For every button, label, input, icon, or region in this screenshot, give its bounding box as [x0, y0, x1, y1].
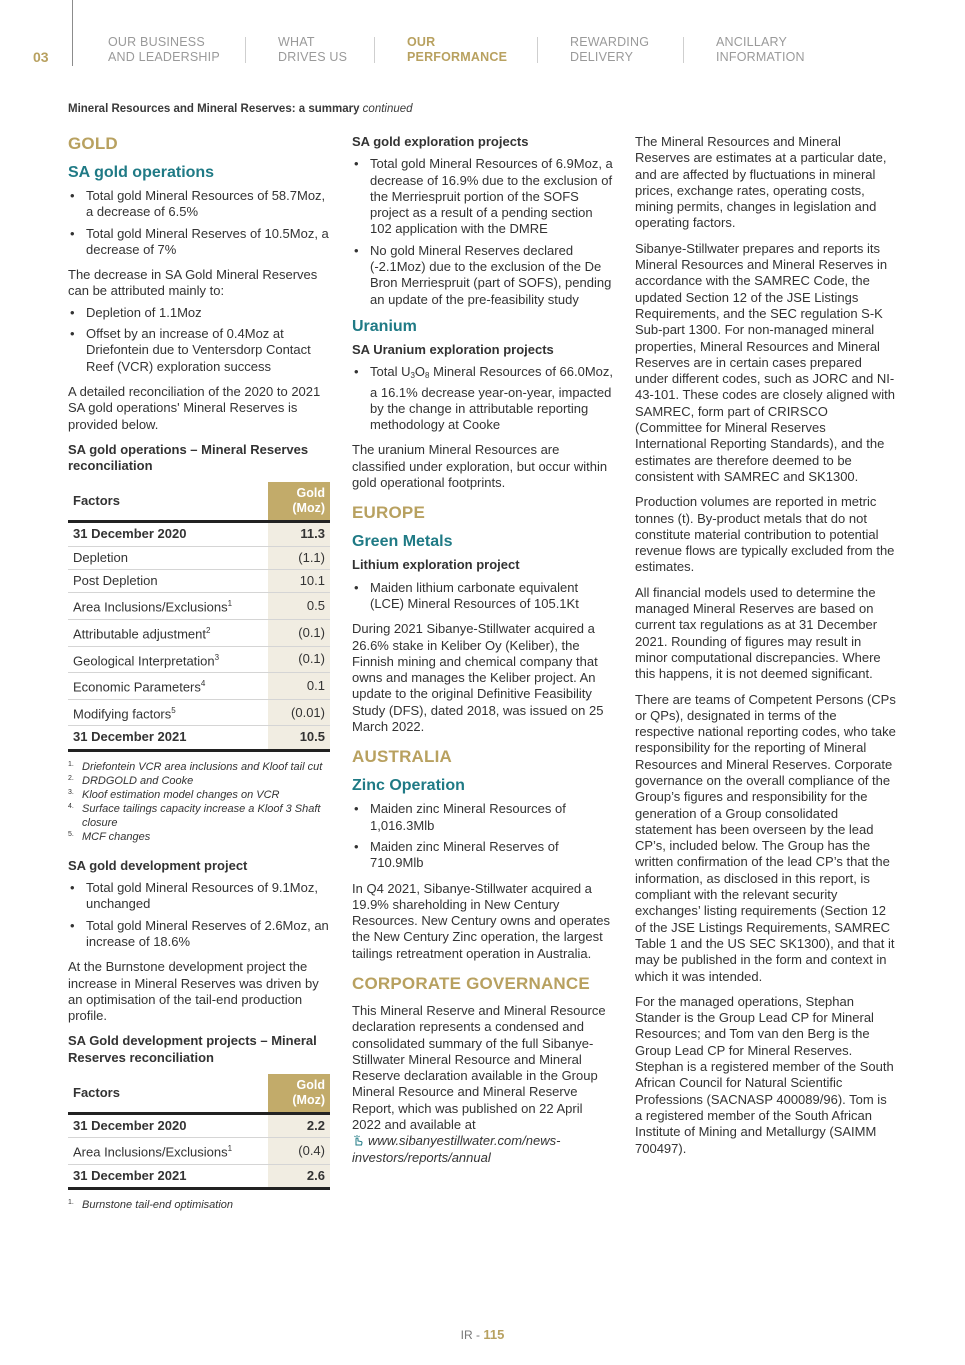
footnote-ref: 3 — [214, 652, 220, 662]
nav-label-line2: DELIVERY — [570, 50, 634, 64]
row-value: (0.1) — [268, 646, 330, 673]
row-label-cell — [68, 593, 268, 620]
section-title — [68, 103, 413, 115]
row-value: (0.01) — [268, 699, 330, 726]
uranium-subheading: SA Uranium exploration projects — [352, 341, 554, 357]
nav-our-performance[interactable] — [407, 35, 507, 65]
row-value: (0.4) — [268, 1138, 330, 1165]
chapter-number: 03 — [33, 49, 49, 65]
list-item: • Total gold Mineral Resources of 58.7Moz, a decrease of 6.5% — [68, 188, 330, 221]
footnote — [68, 830, 330, 844]
row-label: Attributable adjustment — [73, 626, 206, 642]
row-label: 31 December 2021 — [68, 726, 268, 750]
row-label-cell — [68, 699, 268, 726]
table2-title: SA Gold development projects – Mineral Reserves reconciliation — [68, 1033, 317, 1065]
table-row — [68, 593, 330, 620]
uranium-heading: Uranium — [352, 317, 417, 335]
table-row — [68, 522, 330, 546]
row-label: Area Inclusions/Exclusions — [73, 1144, 228, 1160]
list-item: • No gold Mineral Reserves declared (-2.1Moz) due to the exclusion of the De Bron Merriespruit (part of SOFS), pending an update of the pre-feasibility study — [352, 243, 614, 308]
row-label: Depletion — [68, 546, 268, 569]
uranium-paragraph: The uranium Mineral Resources are classified under exploration, but occur within gold operational footprints. — [352, 442, 608, 491]
nav-label-line2: DRIVES US — [278, 50, 348, 64]
nav-label-line2: AND LEADERSHIP — [108, 50, 220, 64]
nav-separator — [374, 37, 375, 63]
uranium-text-pre: Total U — [370, 364, 411, 380]
nav-label-line1: WHAT — [278, 35, 315, 49]
column-3 — [635, 134, 897, 1166]
click-hand-icon — [352, 1134, 364, 1146]
zinc-heading: Zinc Operation — [352, 777, 465, 795]
footnote-number: 4. — [68, 802, 74, 810]
nav-label-line1: OUR — [407, 35, 436, 49]
row-label: Geological Interpretation — [73, 652, 215, 668]
list-item: • Maiden lithium carbonate equivalent (LCE) Mineral Resources of 105.1Kt — [352, 580, 614, 613]
row-value: (1.1) — [268, 546, 330, 569]
row-value: 0.1 — [268, 673, 330, 700]
reconciliation-paragraph: A detailed reconciliation of the 2020 to 2021 SA gold operations' Mineral Reserves is provided below. — [68, 383, 321, 432]
gold-header-line2: (Moz) — [292, 501, 325, 516]
footnote-ref: 1 — [227, 1144, 233, 1154]
nav-label-line2: PERFORMANCE — [407, 50, 508, 64]
footnote-number: 5. — [68, 830, 74, 838]
row-label: Area Inclusions/Exclusions — [73, 599, 228, 615]
dev-bullet-list — [68, 880, 330, 950]
table2-footnotes — [68, 1198, 330, 1212]
page-footer — [0, 1327, 965, 1342]
green-metals-heading: Green Metals — [352, 533, 453, 551]
list-item: • Maiden zinc Mineral Reserves of 710.9Mlb — [352, 839, 614, 872]
column-1 — [68, 134, 330, 1212]
uranium-bullet-list — [352, 364, 614, 433]
sa-gold-operations-heading: SA gold operations — [68, 164, 215, 181]
footnote — [68, 788, 330, 802]
table-row — [68, 619, 330, 646]
row-label: 31 December 2020 — [68, 522, 268, 546]
row-label-cell — [68, 619, 268, 646]
burnstone-paragraph: At the Burnstone development project the increase in Mineral Reserves was driven by an optimisation of the tail-end production profile. — [68, 959, 319, 1024]
column-2 — [352, 134, 614, 1175]
footnote-number: 3. — [68, 788, 74, 796]
footnote-number: 2. — [68, 774, 74, 782]
footnote-number: 1. — [68, 1199, 74, 1207]
row-label: Economic Parameters — [73, 679, 201, 695]
list-item: • Depletion of 1.1Moz — [68, 305, 330, 321]
nav-label-line1: REWARDING — [570, 35, 650, 49]
footer-prefix: IR - — [460, 1328, 484, 1342]
table-row — [68, 699, 330, 726]
footnote-number: 1. — [68, 760, 74, 768]
row-value: 11.3 — [268, 522, 330, 546]
uranium-text-post: Mineral Resources of 66.0Moz, a 16.1% decrease year-on-year, impacted by the change in attributable reporting methodology at Cooke — [370, 364, 614, 433]
nav-separator — [245, 37, 246, 63]
nav-rewarding-delivery[interactable] — [570, 35, 649, 65]
section-title-main: Mineral Resources and Mineral Reserves: a summary — [68, 103, 360, 115]
australia-heading: AUSTRALIA — [352, 747, 453, 767]
table-header-row — [68, 1074, 330, 1114]
table-header-row — [68, 482, 330, 522]
gold-header-line2: (Moz) — [292, 1093, 325, 1108]
paragraph: All financial models used to determine the managed Mineral Reserves are based on current tax regulations as at 31 December 2021. Rounding of figures may result in minor computational discrepancies. Where this happens, it is not deemed significant. — [635, 584, 881, 682]
lithium-bullet-list — [352, 580, 614, 613]
governance-text: This Mineral Reserve and Mineral Resource declaration represents a condensed and consolidated summary of the full Sibanye-Stillwater Mineral Resource and Mineral Reserve declaration available in the Group Mineral Resource and Mineral Reserve Report, which was published on 22 April 2022 and available at — [352, 1002, 606, 1133]
footnote-ref: 1 — [227, 599, 233, 609]
gold-header-line1: Gold — [296, 486, 325, 501]
row-value: 10.5 — [268, 726, 330, 750]
subscript: 8 — [425, 371, 430, 381]
uranium-o: O — [414, 364, 426, 380]
lithium-subheading: Lithium exploration project — [352, 557, 520, 573]
nav-what-drives-us[interactable] — [278, 35, 347, 65]
table1-title: SA gold operations – Mineral Reserves reconciliation — [68, 441, 309, 474]
list-item: • Total gold Mineral Resources of 6.9Moz, a decrease of 16.9% due to the exclusion of the Merriespruit portion of the SOFS project as a result of a pending section 102 application with the DMRE — [352, 156, 614, 237]
footnote-text: MCF changes — [82, 830, 151, 843]
section-title-suffix: continued — [362, 103, 413, 115]
row-label-cell — [68, 1138, 268, 1165]
decrease-paragraph: The decrease in SA Gold Mineral Reserves can be attributed mainly to: — [68, 267, 318, 299]
reports-link[interactable]: www.sibanyestillwater.com/news-investors/reports/annual — [352, 1133, 561, 1165]
footnote-ref: 4 — [200, 679, 206, 689]
nav-separator — [683, 37, 684, 63]
footnote-ref: 2 — [205, 625, 211, 635]
row-value: (0.1) — [268, 619, 330, 646]
gold-heading: GOLD — [68, 134, 118, 153]
row-label-cell — [68, 673, 268, 700]
table-row — [68, 673, 330, 700]
europe-heading: EUROPE — [352, 503, 425, 523]
new-century-paragraph: In Q4 2021, Sibanye-Stillwater acquired a 19.9% shareholding in New Century Resources. New Century owns and operates the New Century Zinc operation, the largest tailings retreatment operation in Australia. — [352, 880, 610, 961]
list-item: • Total gold Mineral Reserves of 2.6Moz, an increase of 18.6% — [68, 918, 330, 951]
dev-reconciliation-table — [68, 1074, 330, 1190]
footnote — [68, 802, 330, 830]
gold-header-line1: Gold — [296, 1078, 325, 1093]
reserves-reconciliation-table — [68, 482, 330, 751]
footnote — [68, 774, 330, 788]
column-header-factors: Factors — [68, 482, 268, 522]
paragraph: The Mineral Resources and Mineral Reserves are estimates at a particular date, and are affected by fluctuations in mineral prices, exchange rates, operating costs, mining permits, changes in legislation and operating factors. — [635, 134, 887, 231]
row-value: 2.2 — [268, 1114, 330, 1138]
subscript: 3 — [410, 371, 415, 381]
exploration-heading: SA gold exploration projects — [352, 134, 529, 149]
table-row — [68, 1164, 330, 1188]
row-value: 10.1 — [268, 570, 330, 593]
list-item — [352, 364, 614, 433]
page-number: 115 — [483, 1327, 505, 1342]
decrease-bullet-list — [68, 305, 330, 375]
paragraph: There are teams of Competent Persons (CPs or QPs), designated in terms of the respective national reporting codes, who take responsibility for the reporting of Mineral Resources and Mineral Reserves. Corporate governance on the overall compliance of the Group’s figures and responsibility for the generation of a Group consolidated statement has been overseen by the lead CP’s, included below. The Group has the written confirmation of the lead CP’s that the information, as disclosed in this report, is compliant with the relevant security exchanges’ listing requirements (Section 12 of the JSE Listings Requirements, SAMREC Table 1 and the US SEC SK1300), and that it may be published in the form and context in which it was intended. — [635, 691, 896, 984]
row-label: Post Depletion — [68, 570, 268, 593]
dev-project-heading: SA gold development project — [68, 857, 248, 873]
paragraph: Sibanye-Stillwater prepares and reports its Mineral Resources and Mineral Reserves in accordance with the SAMREC Code, the updated Section 12 of the JSE Listings Requirements, and the SEC regulation S-K Sub-part 1300. For non-managed mineral properties, Mineral Resources and Mineral Reserves are in certain cases prepared under different codes, such as JORC and NI-43-101. These codes are closely aligned with SAMREC, form part of CRIRSCO (Committee for Mineral Reserves International Reporting Standards), and the estimates are therefore deemed to be consistent with SAMREC and SK1300. — [635, 240, 895, 484]
table1-footnotes — [68, 760, 330, 844]
header-divider — [72, 0, 73, 66]
table-row — [68, 1114, 330, 1138]
keliber-paragraph: During 2021 Sibanye-Stillwater acquired a 26.6% stake in Keliber Oy (Keliber), the Finnish mining and chemical company that owns and manages the Keliber project. An update to the original Definitive Feasibility Study (DFS), dated 2018, was issued on 25 March 2022. — [352, 621, 604, 735]
paragraph: Production volumes are reported in metric tonnes (t). By-product metals that do not constitute material contribution to potential revenue flows are typically excluded from the estimates. — [635, 494, 895, 575]
nav-label-line1: ANCILLARY — [716, 35, 788, 49]
footnote-text: Kloof estimation model changes on VCR — [82, 788, 280, 801]
table-row — [68, 1138, 330, 1165]
list-item: • Total gold Mineral Resources of 9.1Moz, unchanged — [68, 880, 330, 913]
nav-our-business[interactable] — [108, 35, 220, 65]
row-label: 31 December 2021 — [68, 1164, 268, 1188]
governance-paragraph — [352, 1003, 614, 1166]
footnote-text: Burnstone tail-end optimisation — [82, 1199, 234, 1212]
row-value: 2.6 — [268, 1164, 330, 1188]
exploration-bullet-list — [352, 156, 614, 308]
column-header-factors: Factors — [68, 1074, 268, 1114]
footnote-ref: 5 — [171, 705, 176, 715]
column-header-gold — [268, 482, 330, 522]
footnote-text: Driefontein VCR area inclusions and Kloof tail cut — [82, 760, 323, 773]
list-item: • Maiden zinc Mineral Resources of 1,016.3Mlb — [352, 801, 614, 834]
nav-label-line1: OUR BUSINESS — [108, 35, 205, 49]
footnote — [68, 1198, 330, 1212]
table-row — [68, 570, 330, 593]
nav-separator — [537, 37, 538, 63]
nav-label-line2: INFORMATION — [716, 50, 805, 64]
list-item: • Total gold Mineral Reserves of 10.5Moz, a decrease of 7% — [68, 226, 330, 259]
nav-ancillary-information[interactable] — [716, 35, 805, 65]
table-row — [68, 546, 330, 569]
footnote-text: Surface tailings capacity increase a Kloof 3 Shaft closure — [82, 802, 321, 829]
corporate-governance-heading: CORPORATE GOVERNANCE — [352, 973, 590, 993]
row-value: 0.5 — [268, 593, 330, 620]
row-label: Modifying factors — [73, 706, 172, 722]
paragraph: For the managed operations, Stephan Stander is the Group Lead CP for Mineral Resources; and Tom van den Berg is the Group Lead CP for Mineral Reserves. Stephan is a registered member of the South African Council for Natural Scientific Professions (SACNASP 400089/96). Tom is a registered member of the South African Institute of Mining and Metallurgy (SAIMM 700497). — [635, 993, 894, 1156]
list-item: • Offset by an increase of 0.4Moz at Driefontein due to Ventersdorp Contact Reef (VCR) exploration success — [68, 326, 330, 375]
column-header-gold — [268, 1074, 330, 1114]
zinc-bullet-list — [352, 801, 614, 871]
footnote-text: DRDGOLD and Cooke — [82, 774, 194, 787]
table-row — [68, 646, 330, 673]
row-label-cell — [68, 646, 268, 673]
row-label: 31 December 2020 — [68, 1114, 268, 1138]
footnote — [68, 760, 330, 774]
table-row — [68, 726, 330, 750]
sa-ops-bullet-list — [68, 188, 330, 258]
